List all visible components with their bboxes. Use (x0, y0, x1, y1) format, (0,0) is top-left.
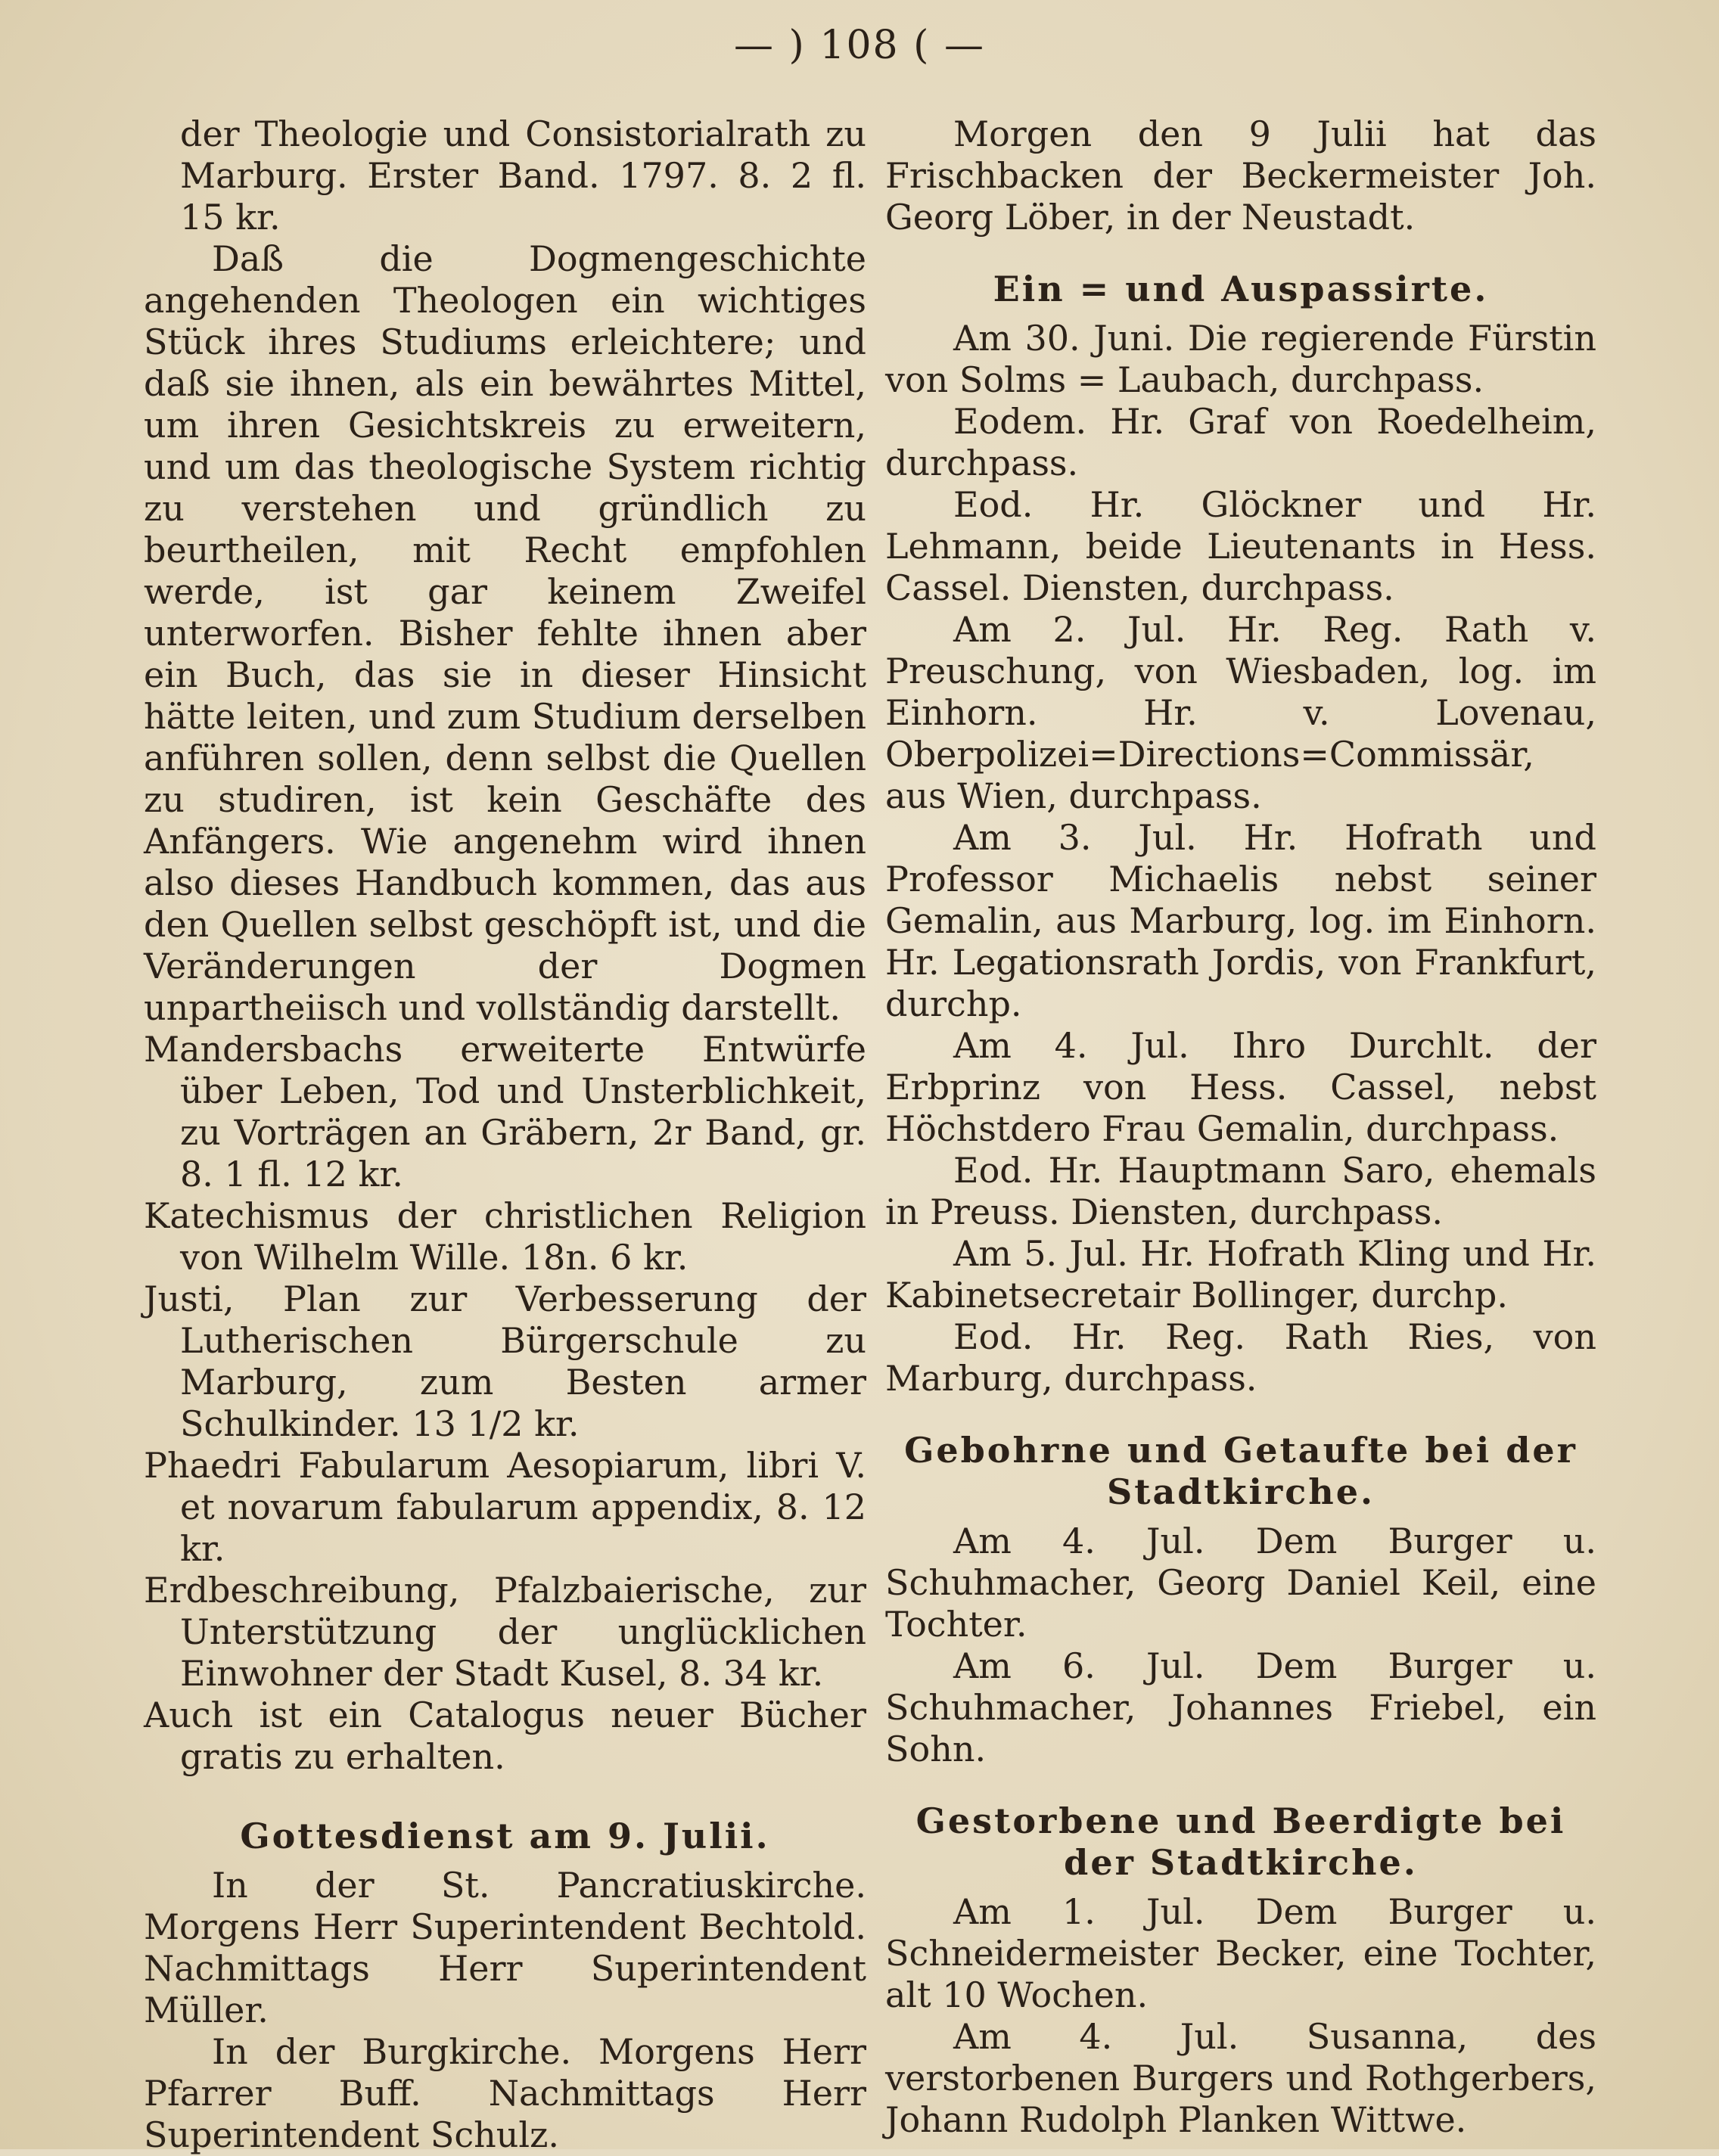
traveller-entry: Am 30. Juni. Die regierende Fürstin von Solms = Laubach, durchpass. (885, 318, 1596, 400)
right-column (885, 113, 1596, 2141)
book-listing: Erdbeschreibung, Pfalzbaierische, zur Unterstützung der unglücklichen Einwohner der Stadt Kusel, 8. 34 kr. (144, 1570, 866, 1694)
traveller-entry: Eodem. Hr. Graf von Roedelheim, durchpass. (885, 401, 1596, 483)
service-heading: Gottesdienst am 9. Julii. (240, 1816, 770, 1856)
traveller-entry: Eod. Hr. Hauptmann Saro, ehemals in Preuss. Diensten, durchpass. (885, 1150, 1596, 1232)
book-listing: Mandersbachs erweiterte Entwürfe über Leben, Tod und Unsterblichkeit, zu Vorträgen an Gräbern, 2r Band, gr. 8. 1 fl. 12 kr. (144, 1029, 866, 1194)
book-listing: Phaedri Fabularum Aesopiarum, libri V. et novarum fabularum appendix, 8. 12 kr. (144, 1445, 866, 1569)
death-entry: Am 1. Jul. Dem Burger u. Schneidermeister Becker, eine Tochter, alt 10 Wochen. (885, 1891, 1596, 2015)
left-column (144, 113, 866, 2156)
travellers-heading: Ein = und Auspassirte. (993, 269, 1489, 309)
bakery-notice: Morgen den 9 Julii hat das Frischbacken der Beckermeister Joh. Georg Löber, in der Neustadt. (885, 113, 1596, 238)
book-review: Daß die Dogmengeschichte angehenden Theologen ein wichtiges Stück ihres Studiums erleichtere; und daß sie ihnen, als ein bewährtes Mittel, um ihren Gesichtskreis zu erweitern, und um das theologische System richtig zu verstehen und gründlich zu beurtheilen, mit Recht empfohlen werde, ist gar keinem Zweifel unterworfen. Bisher fehlte ihnen aber ein Buch, das sie in dieser Hinsicht hätte leiten, und zum Studium derselben anführen sollen, denn selbst die Quellen zu studiren, ist kein Geschäfte des Anfängers. Wie angenehm wird ihnen also dieses Handbuch kommen, das aus den Quellen selbst geschöpft ist, und die Veränderungen der Dogmen unpartheiisch und vollständig darstellt. (144, 238, 866, 1028)
page-number: — ) 108 ( — (734, 23, 985, 68)
traveller-entry: Eod. Hr. Reg. Rath Ries, von Marburg, durchpass. (885, 1316, 1596, 1399)
service-paragraph: In der Burgkirche. Morgens Herr Pfarrer Buff. Nachmittags Herr Superintendent Schulz. (144, 2031, 866, 2155)
book-listing: Justi, Plan zur Verbesserung der Lutherischen Bürgerschule zu Marburg, zum Besten armer Schulkinder. 13 1/2 kr. (144, 1278, 866, 1444)
birth-entry: Am 6. Jul. Dem Burger u. Schuhmacher, Johannes Friebel, ein Sohn. (885, 1645, 1596, 1769)
book-listing: Katechismus der christlichen Religion von Wilhelm Wille. 18n. 6 kr. (144, 1195, 866, 1278)
traveller-entry: Am 4. Jul. Ihro Durchlt. der Erbprinz von Hess. Cassel, nebst Höchstdero Frau Gemalin, durchpass. (885, 1025, 1596, 1149)
book-listing-continued: der Theologie und Consistorialrath zu Marburg. Erster Band. 1797. 8. 2 fl. 15 kr. (180, 113, 866, 238)
birth-entry: Am 4. Jul. Dem Burger u. Schuhmacher, Georg Daniel Keil, eine Tochter. (885, 1521, 1596, 1645)
traveller-entry: Am 3. Jul. Hr. Hofrath und Professor Michaelis nebst seiner Gemalin, aus Marburg, log. im Einhorn. Hr. Legationsrath Jordis, von Frankfurt, durchp. (885, 817, 1596, 1024)
traveller-entry: Am 5. Jul. Hr. Hofrath Kling und Hr. Kabinetsecretair Bollinger, durchp. (885, 1233, 1596, 1316)
births-heading: Gebohrne und Getaufte bei der Stadtkirche. (904, 1430, 1578, 1512)
death-entry: Am 4. Jul. Susanna, des verstorbenen Burgers und Rothgerbers, Johann Rudolph Planken Wittwe. (885, 2016, 1596, 2140)
catalogue-note: Auch ist ein Catalogus neuer Bücher gratis zu erhalten. (144, 1695, 866, 1777)
deaths-heading: Gestorbene und Beerdigte bei der Stadtkirche. (915, 1800, 1566, 1883)
traveller-entry: Eod. Hr. Glöckner und Hr. Lehmann, beide Lieutenants in Hess. Cassel. Diensten, durchpass. (885, 484, 1596, 608)
service-paragraph: In der St. Pancratiuskirche. Morgens Herr Superintendent Bechtold. Nachmittags Herr Superintendent Müller. (144, 1865, 866, 2030)
traveller-entry: Am 2. Jul. Hr. Reg. Rath v. Preuschung, von Wiesbaden, log. im Einhorn. Hr. v. Lovenau, Oberpolizei=Directions=Commissär, aus Wien, durchpass. (885, 609, 1596, 816)
